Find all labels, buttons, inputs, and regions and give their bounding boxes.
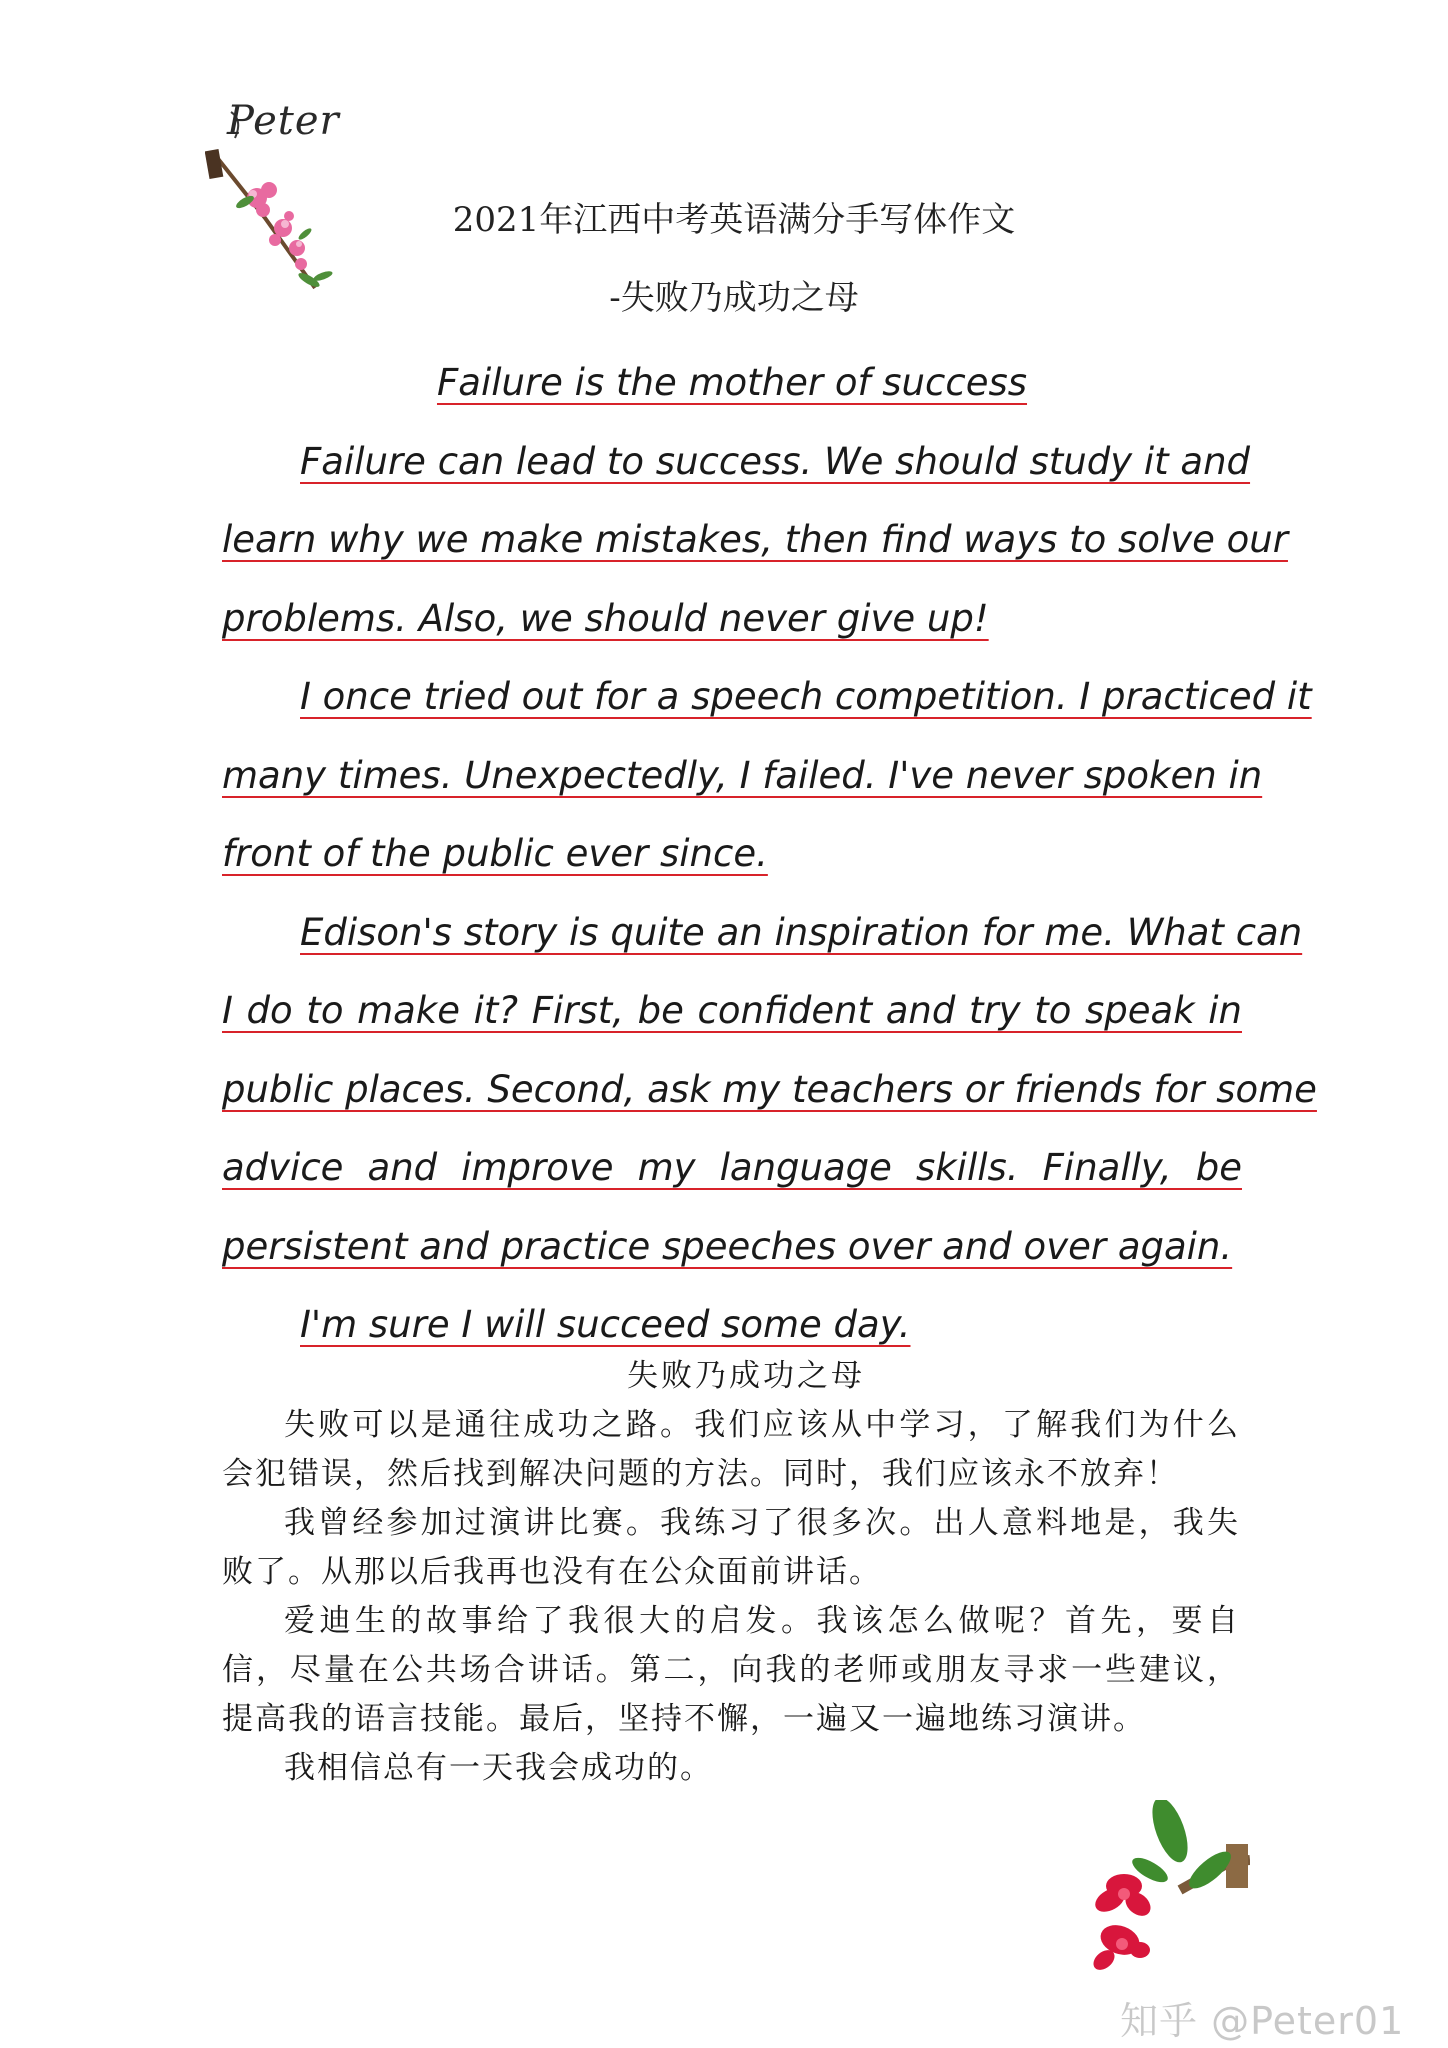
chinese-paragraph: 我曾经参加过演讲比赛。我练习了很多次。出人意料地是，我失败了。从那以后我再也没有在公众面前讲话。	[222, 1505, 1240, 1590]
english-line: Failure can lead to success. We should study it and	[300, 439, 1251, 483]
english-line: I'm sure I will succeed some day.	[300, 1303, 911, 1346]
red-flower-icon	[1080, 1800, 1250, 1980]
english-line: I do to make it? First, be confident and try to speak in	[222, 989, 1242, 1032]
english-line: persistent and practice speeches over and over again.	[222, 1224, 1233, 1268]
english-line: public places. Second, ask my teachers or friends for some	[222, 1067, 1317, 1111]
english-line: I once tried out for a speech competition. I practiced it	[300, 675, 1312, 718]
chinese-paragraph: 爱迪生的故事给了我很大的启发。我该怎么做呢？首先，要自信，尽量在公共场合讲话。第二，向我的老师或朋友寻求一些建议，提高我的语言技能。最后，坚持不懈，一遍又一遍地练习演讲。	[222, 1603, 1240, 1737]
english-line: front of the public ever since.	[222, 832, 768, 875]
chinese-translation	[222, 1352, 1240, 1793]
english-line: problems. Also, we should never give up!	[222, 596, 989, 640]
page-title: 2021年江西中考英语满分手写体作文	[452, 200, 1016, 240]
english-line: many times. Unexpectedly, I failed. I've never spoken in	[222, 753, 1263, 797]
logo-text: Peter	[227, 98, 340, 144]
chinese-paragraph: 失败可以是通往成功之路。我们应该从中学习，了解我们为什么会犯错误，然后找到解决问题的方法。同时，我们应该永不放弃！	[222, 1407, 1240, 1492]
zhihu-watermark: 知乎 @Peter01	[1120, 1999, 1405, 2043]
english-line: advice and improve my language skills. Finally, be	[222, 1146, 1242, 1189]
english-line: Edison's story is quite an inspiration for me. What can	[300, 910, 1303, 954]
page-subtitle: -失败乃成功之母	[609, 278, 859, 318]
english-line: learn why we make mistakes, then find ways to solve our	[222, 518, 1288, 561]
english-essay	[222, 344, 1317, 1365]
english-heading: Failure is the mother of success	[436, 361, 1028, 404]
chinese-heading: 失败乃成功之母	[627, 1358, 865, 1394]
chinese-paragraph: 我相信总有一天我会成功的。	[284, 1750, 713, 1786]
red-flower-decoration	[1080, 1800, 1250, 1980]
